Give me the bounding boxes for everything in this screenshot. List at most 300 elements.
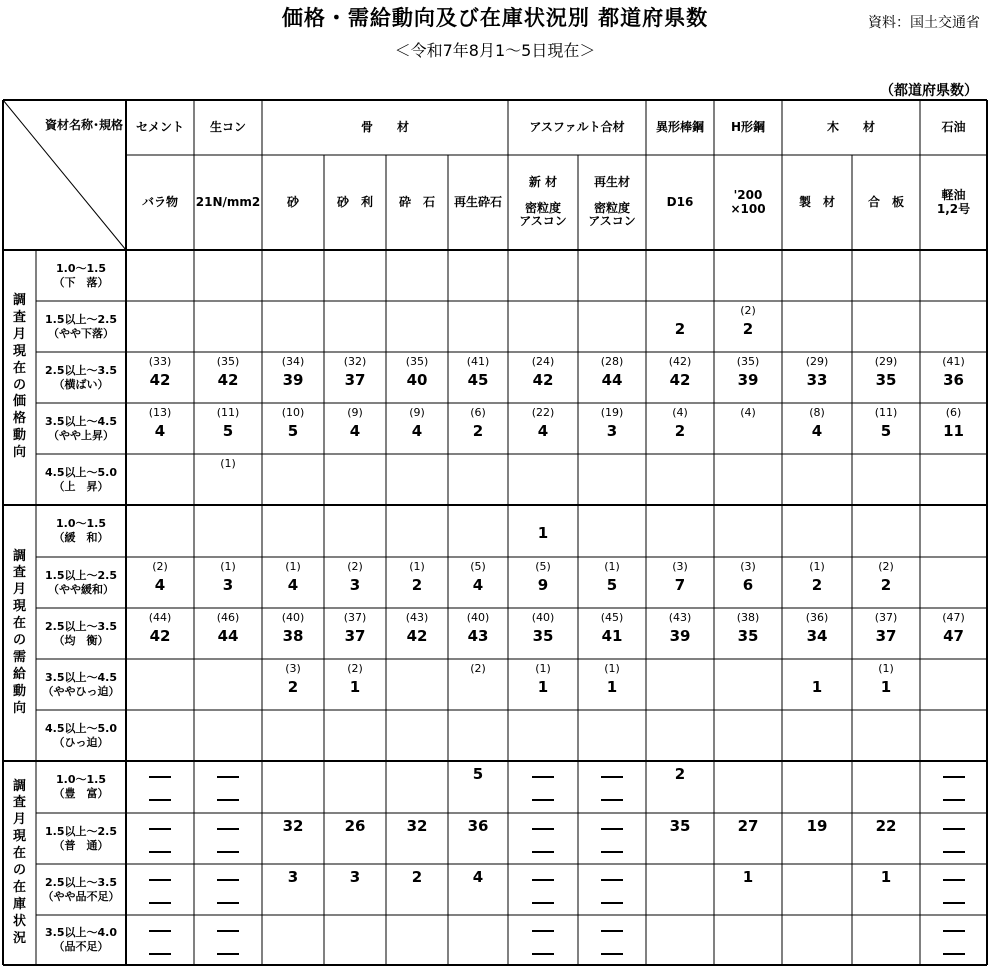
row-label xyxy=(36,761,126,813)
table-cell xyxy=(714,608,782,659)
table-cell xyxy=(386,813,448,864)
column-spec-line: 21N/mm2 xyxy=(195,194,261,209)
cell-previous-value: (43) xyxy=(668,611,692,624)
column-spec-line: ×100 xyxy=(730,201,766,216)
dash-mark xyxy=(217,953,239,955)
table-cell xyxy=(508,813,578,864)
cell-previous-value: (6) xyxy=(945,406,962,419)
row-label xyxy=(36,250,126,301)
cell-previous-value: (32) xyxy=(343,355,367,368)
cell-previous-value: (3) xyxy=(285,662,301,675)
cell-value: 11 xyxy=(943,422,964,440)
table-cell xyxy=(386,608,448,659)
row-label-line: 2.5以上～3.5 xyxy=(45,875,117,889)
column-spec-line: アスコン xyxy=(519,214,567,229)
table-cell xyxy=(324,864,386,915)
table-cell xyxy=(126,761,194,813)
row-label xyxy=(36,710,126,761)
row-label-line: （ひっ迫） xyxy=(53,735,109,749)
dash-mark xyxy=(532,953,554,955)
row-label-line: （普 通） xyxy=(53,838,109,852)
section-label-char: の xyxy=(12,863,26,878)
table-cell xyxy=(852,352,920,403)
table-cell xyxy=(852,864,920,915)
column-spec-line: 密粒度 xyxy=(593,200,630,215)
cell-previous-value: (5) xyxy=(535,560,551,573)
column-spec-line: 新 材 xyxy=(528,174,558,189)
column-group-label: 骨 材 xyxy=(360,119,409,134)
cell-previous-value: (41) xyxy=(942,355,965,368)
row-label-line: （均 衡） xyxy=(53,633,109,647)
table-cell xyxy=(646,557,714,608)
section-label-char: 査 xyxy=(12,309,26,325)
cell-previous-value: (1) xyxy=(409,560,425,573)
column-spec-line: 製 材 xyxy=(798,194,835,209)
table-cell xyxy=(194,403,262,454)
table-cell xyxy=(578,864,646,915)
column-spec-line: 砂 xyxy=(286,194,299,209)
cell-previous-value: (44) xyxy=(148,611,172,624)
table-cell xyxy=(262,403,324,454)
cell-previous-value: (46) xyxy=(216,611,240,624)
table-cell xyxy=(262,659,324,710)
dash-mark xyxy=(601,828,623,830)
cell-previous-value: (1) xyxy=(604,662,620,675)
section-label-char: 現 xyxy=(12,829,26,845)
cell-value: 2 xyxy=(674,422,686,440)
column-spec-line: 合 板 xyxy=(867,194,904,209)
table-cell xyxy=(852,813,920,864)
section-label-char: 月 xyxy=(12,326,26,342)
row-label xyxy=(36,352,126,403)
dash-mark xyxy=(601,879,623,881)
cell-previous-value: (1) xyxy=(285,560,301,573)
row-label-line: 2.5以上～3.5 xyxy=(45,363,117,377)
cell-value: 5 xyxy=(880,422,892,440)
column-spec-line: 再生材 xyxy=(593,174,630,189)
dash-mark xyxy=(149,879,171,881)
corner-label-text: 資材名称･規格 xyxy=(44,118,123,133)
column-group-header xyxy=(920,100,987,155)
column-spec-header xyxy=(646,155,714,250)
row-label-line: 3.5以上～4.0 xyxy=(45,926,117,940)
table-cell xyxy=(578,915,646,965)
table-cell xyxy=(508,864,578,915)
section-label-char: 在 xyxy=(12,879,26,895)
cell-value: 4 xyxy=(811,422,823,440)
table-cell xyxy=(126,557,194,608)
table-cell xyxy=(194,557,262,608)
cell-value: 19 xyxy=(806,817,828,835)
table-cell xyxy=(714,403,782,454)
section-label-char: 給 xyxy=(12,666,26,682)
dash-mark xyxy=(601,776,623,778)
table-cell xyxy=(578,608,646,659)
column-group-label: セメント xyxy=(135,119,184,134)
cell-value: 1 xyxy=(537,524,549,542)
cell-value: 4 xyxy=(537,422,549,440)
table-cell xyxy=(448,864,508,915)
column-group-header xyxy=(646,100,714,155)
cell-value: 35 xyxy=(669,817,691,835)
section-label-char: 査 xyxy=(12,565,26,581)
section-label-char: 月 xyxy=(12,812,26,828)
row-label xyxy=(36,813,126,864)
column-group-header xyxy=(508,100,646,155)
table-cell xyxy=(194,864,262,915)
dash-mark xyxy=(217,930,239,932)
column-spec-header xyxy=(782,155,852,250)
dash-mark xyxy=(532,799,554,801)
column-group-header xyxy=(126,100,194,155)
cell-previous-value: (1) xyxy=(220,560,236,573)
cell-value: 2 xyxy=(472,422,484,440)
cell-value: 4 xyxy=(349,422,361,440)
section-label-char: 調 xyxy=(12,778,26,794)
unit-note: （都道府県数） xyxy=(880,83,978,99)
dash-mark xyxy=(149,776,171,778)
section-label-char: の xyxy=(12,633,26,648)
section-label-char: 需 xyxy=(12,649,26,665)
section-label-char: 月 xyxy=(12,582,26,598)
row-label-line: （品不足） xyxy=(53,940,109,953)
section-label-char: 在 xyxy=(12,360,26,376)
cell-previous-value: (1) xyxy=(604,560,620,573)
column-spec-header xyxy=(126,155,194,250)
cell-previous-value: (40) xyxy=(466,611,490,624)
cell-previous-value: (5) xyxy=(470,560,486,573)
cell-previous-value: (1) xyxy=(220,457,236,470)
cell-previous-value: (37) xyxy=(343,611,367,624)
cell-previous-value: (24) xyxy=(531,355,555,368)
section-label-char: 向 xyxy=(12,700,26,716)
cell-previous-value: (22) xyxy=(531,406,555,419)
row-label-line: （やや下落） xyxy=(48,326,114,340)
row-label-line: 3.5以上～4.5 xyxy=(45,670,117,684)
table-cell xyxy=(508,761,578,813)
column-group-label: 異形棒鋼 xyxy=(655,119,704,134)
cell-value: 32 xyxy=(406,817,428,835)
page-subtitle: ＜令和7年8月1～5日現在＞ xyxy=(394,41,596,60)
row-label xyxy=(36,659,126,710)
dash-mark xyxy=(601,799,623,801)
column-spec-line: 再生砕石 xyxy=(453,194,502,209)
row-label-line: （やや上昇） xyxy=(48,428,114,442)
column-spec-header xyxy=(386,155,448,250)
section-label-char: 動 xyxy=(12,428,26,444)
cell-value: 4 xyxy=(411,422,423,440)
column-spec-header xyxy=(714,155,782,250)
table-cell xyxy=(324,813,386,864)
dash-mark xyxy=(532,879,554,881)
row-label-line: （豊 富） xyxy=(53,787,109,800)
column-group-label: 生コン xyxy=(209,119,246,134)
cell-previous-value: (34) xyxy=(281,355,305,368)
dash-mark xyxy=(943,930,965,932)
column-spec-header xyxy=(920,155,987,250)
cell-previous-value: (1) xyxy=(535,662,551,675)
cell-value: 1 xyxy=(880,678,892,696)
source-note: 資料：国土交通省 xyxy=(868,15,980,31)
table-cell xyxy=(578,761,646,813)
cell-value: 33 xyxy=(806,371,828,389)
section-label-char: 動 xyxy=(12,683,26,699)
row-label xyxy=(36,403,126,454)
table-cell xyxy=(126,352,194,403)
row-label-line: （ややひっ迫） xyxy=(42,684,120,698)
cell-value: 26 xyxy=(344,817,366,835)
column-group-header xyxy=(262,100,508,155)
column-spec-line: アスコン xyxy=(588,214,636,229)
section-label xyxy=(3,505,36,761)
row-label xyxy=(36,608,126,659)
section-label-char: 価 xyxy=(12,394,26,410)
cell-value: 6 xyxy=(742,576,754,594)
row-label-line: 4.5以上～5.0 xyxy=(45,465,117,479)
column-spec-header xyxy=(324,155,386,250)
row-label-line: 4.5以上～5.0 xyxy=(45,721,117,735)
cell-value: 39 xyxy=(282,371,304,389)
cell-previous-value: (2) xyxy=(740,304,756,317)
cell-previous-value: (40) xyxy=(281,611,305,624)
cell-previous-value: (35) xyxy=(405,355,429,368)
cell-previous-value: (42) xyxy=(668,355,692,368)
cell-value: 35 xyxy=(532,627,554,645)
row-label-line: 1.5以上～2.5 xyxy=(45,568,117,582)
table-cell xyxy=(920,608,987,659)
cell-previous-value: (40) xyxy=(531,611,555,624)
cell-value: 42 xyxy=(217,371,239,389)
row-label-line: 1.5以上～2.5 xyxy=(45,824,117,838)
dash-mark xyxy=(943,851,965,853)
table-cell xyxy=(448,403,508,454)
section-label-char: 在 xyxy=(12,846,26,862)
cell-value: 38 xyxy=(282,627,304,645)
cell-value: 41 xyxy=(601,627,623,645)
cell-previous-value: (38) xyxy=(736,611,760,624)
cell-value: 4 xyxy=(472,576,484,594)
row-label xyxy=(36,505,126,557)
row-label-line: （下 落） xyxy=(53,275,109,289)
cell-previous-value: (2) xyxy=(347,662,363,675)
row-label-line: （やや品不足） xyxy=(42,889,120,903)
table-cell xyxy=(194,813,262,864)
column-spec-line: 密粒度 xyxy=(524,200,561,215)
dash-mark xyxy=(943,776,965,778)
table-cell xyxy=(508,915,578,965)
cell-value: 1 xyxy=(537,678,549,696)
cell-value: 42 xyxy=(406,627,428,645)
table-cell xyxy=(714,301,782,352)
table-cell xyxy=(508,557,578,608)
cell-value: 1 xyxy=(349,678,361,696)
cell-value: 42 xyxy=(669,371,691,389)
cell-value: 44 xyxy=(601,371,623,389)
cell-previous-value: (6) xyxy=(470,406,486,419)
table-cell xyxy=(782,659,852,710)
dash-mark xyxy=(149,828,171,830)
cell-previous-value: (2) xyxy=(347,560,363,573)
dash-mark xyxy=(149,851,171,853)
cell-value: 47 xyxy=(943,627,964,645)
table-cell xyxy=(920,915,987,965)
table-cell xyxy=(194,608,262,659)
cell-value: 2 xyxy=(880,576,892,594)
table-cell xyxy=(386,557,448,608)
cell-previous-value: (1) xyxy=(878,662,894,675)
table-cell xyxy=(578,659,646,710)
dash-mark xyxy=(601,902,623,904)
table-cell xyxy=(324,608,386,659)
row-label xyxy=(36,454,126,505)
table-cell xyxy=(262,864,324,915)
cell-value: 36 xyxy=(467,817,489,835)
cell-value: 4 xyxy=(154,422,166,440)
cell-previous-value: (9) xyxy=(409,406,425,419)
row-label-line: （横ばい） xyxy=(53,377,109,391)
table-cell xyxy=(324,403,386,454)
cell-previous-value: (11) xyxy=(874,406,898,419)
table-cell xyxy=(920,761,987,813)
column-spec-header xyxy=(852,155,920,250)
cell-value: 5 xyxy=(472,765,484,783)
table-cell xyxy=(448,761,508,813)
dash-mark xyxy=(217,828,239,830)
table-cell xyxy=(448,813,508,864)
cell-value: 1 xyxy=(811,678,823,696)
cell-previous-value: (9) xyxy=(347,406,363,419)
table-cell xyxy=(126,864,194,915)
section-label-char: 現 xyxy=(12,343,26,359)
section-label xyxy=(3,761,36,965)
cell-value: 1 xyxy=(742,868,754,886)
table-cell xyxy=(646,301,714,352)
cell-value: 9 xyxy=(537,576,549,594)
cell-value: 42 xyxy=(149,371,171,389)
table-cell xyxy=(262,608,324,659)
dash-mark xyxy=(943,879,965,881)
cell-previous-value: (47) xyxy=(942,611,965,624)
cell-previous-value: (43) xyxy=(405,611,429,624)
table-cell xyxy=(262,813,324,864)
dash-mark xyxy=(532,930,554,932)
table-cell xyxy=(508,403,578,454)
cell-value: 42 xyxy=(532,371,554,389)
cell-value: 4 xyxy=(472,868,484,886)
table-cell xyxy=(646,813,714,864)
table-cell xyxy=(324,659,386,710)
table-cell xyxy=(920,864,987,915)
dash-mark xyxy=(217,902,239,904)
section-label-char: 現 xyxy=(12,599,26,615)
dash-mark xyxy=(943,799,965,801)
dash-mark xyxy=(217,851,239,853)
row-label xyxy=(36,864,126,915)
cell-value: 42 xyxy=(149,627,171,645)
column-spec-line: バラ物 xyxy=(141,194,178,209)
section-label-char: 査 xyxy=(12,795,26,811)
cell-previous-value: (4) xyxy=(672,406,688,419)
column-group-header xyxy=(194,100,262,155)
table-cell xyxy=(386,403,448,454)
table-cell xyxy=(646,352,714,403)
table-cell xyxy=(126,608,194,659)
table-cell xyxy=(782,557,852,608)
cell-value: 37 xyxy=(344,371,366,389)
table-cell xyxy=(646,608,714,659)
column-spec-header xyxy=(194,155,262,250)
table-cell xyxy=(782,813,852,864)
column-spec-line: 砂 利 xyxy=(336,194,373,209)
cell-previous-value: (10) xyxy=(281,406,305,419)
cell-value: 3 xyxy=(349,868,361,886)
cell-value: 35 xyxy=(737,627,759,645)
column-spec-header xyxy=(508,155,578,250)
column-spec-line: 軽油 xyxy=(941,187,966,202)
cell-value: 34 xyxy=(806,627,828,645)
cell-value: 2 xyxy=(287,678,299,696)
table-cell xyxy=(920,813,987,864)
table-cell xyxy=(194,352,262,403)
page-title: 価格・需給動向及び在庫状況別 都道府県数 xyxy=(281,6,709,30)
cell-value: 5 xyxy=(606,576,618,594)
table-cell xyxy=(852,403,920,454)
cell-previous-value: (35) xyxy=(216,355,240,368)
column-spec-line: '200 xyxy=(733,187,763,202)
column-spec-header xyxy=(448,155,508,250)
dash-mark xyxy=(217,879,239,881)
table-cell xyxy=(262,352,324,403)
cell-previous-value: (4) xyxy=(740,406,756,419)
column-group-label: H形鋼 xyxy=(730,119,766,134)
cell-previous-value: (3) xyxy=(672,560,688,573)
cell-value: 40 xyxy=(406,371,428,389)
cell-previous-value: (37) xyxy=(874,611,898,624)
section-label-char: 在 xyxy=(12,616,26,632)
column-group-label: 木 材 xyxy=(826,119,875,134)
table-cell xyxy=(194,761,262,813)
cell-previous-value: (19) xyxy=(600,406,624,419)
table-cell xyxy=(324,352,386,403)
table-cell xyxy=(578,403,646,454)
section-label-char: 向 xyxy=(12,445,26,461)
cell-previous-value: (35) xyxy=(736,355,760,368)
table-cell xyxy=(714,557,782,608)
dash-mark xyxy=(149,902,171,904)
cell-value: 39 xyxy=(669,627,691,645)
table-cell xyxy=(448,352,508,403)
cell-previous-value: (29) xyxy=(874,355,898,368)
dash-mark xyxy=(943,828,965,830)
section-label-char: の xyxy=(12,377,26,393)
cell-value: 44 xyxy=(217,627,239,645)
table-cell xyxy=(262,557,324,608)
section-label-char: 調 xyxy=(12,293,26,309)
cell-previous-value: (1) xyxy=(809,560,825,573)
column-spec-line: 1,2号 xyxy=(936,201,971,216)
dash-mark xyxy=(532,776,554,778)
section-label-char: 況 xyxy=(12,930,26,946)
cell-previous-value: (11) xyxy=(216,406,240,419)
table-cell xyxy=(578,352,646,403)
cell-value: 45 xyxy=(467,371,489,389)
cell-value: 2 xyxy=(674,765,686,783)
row-label-line: （上 昇） xyxy=(53,479,109,493)
table-cell xyxy=(782,352,852,403)
column-spec-line: 砕 石 xyxy=(398,194,435,209)
cell-previous-value: (2) xyxy=(470,662,486,675)
cell-value: 5 xyxy=(287,422,299,440)
